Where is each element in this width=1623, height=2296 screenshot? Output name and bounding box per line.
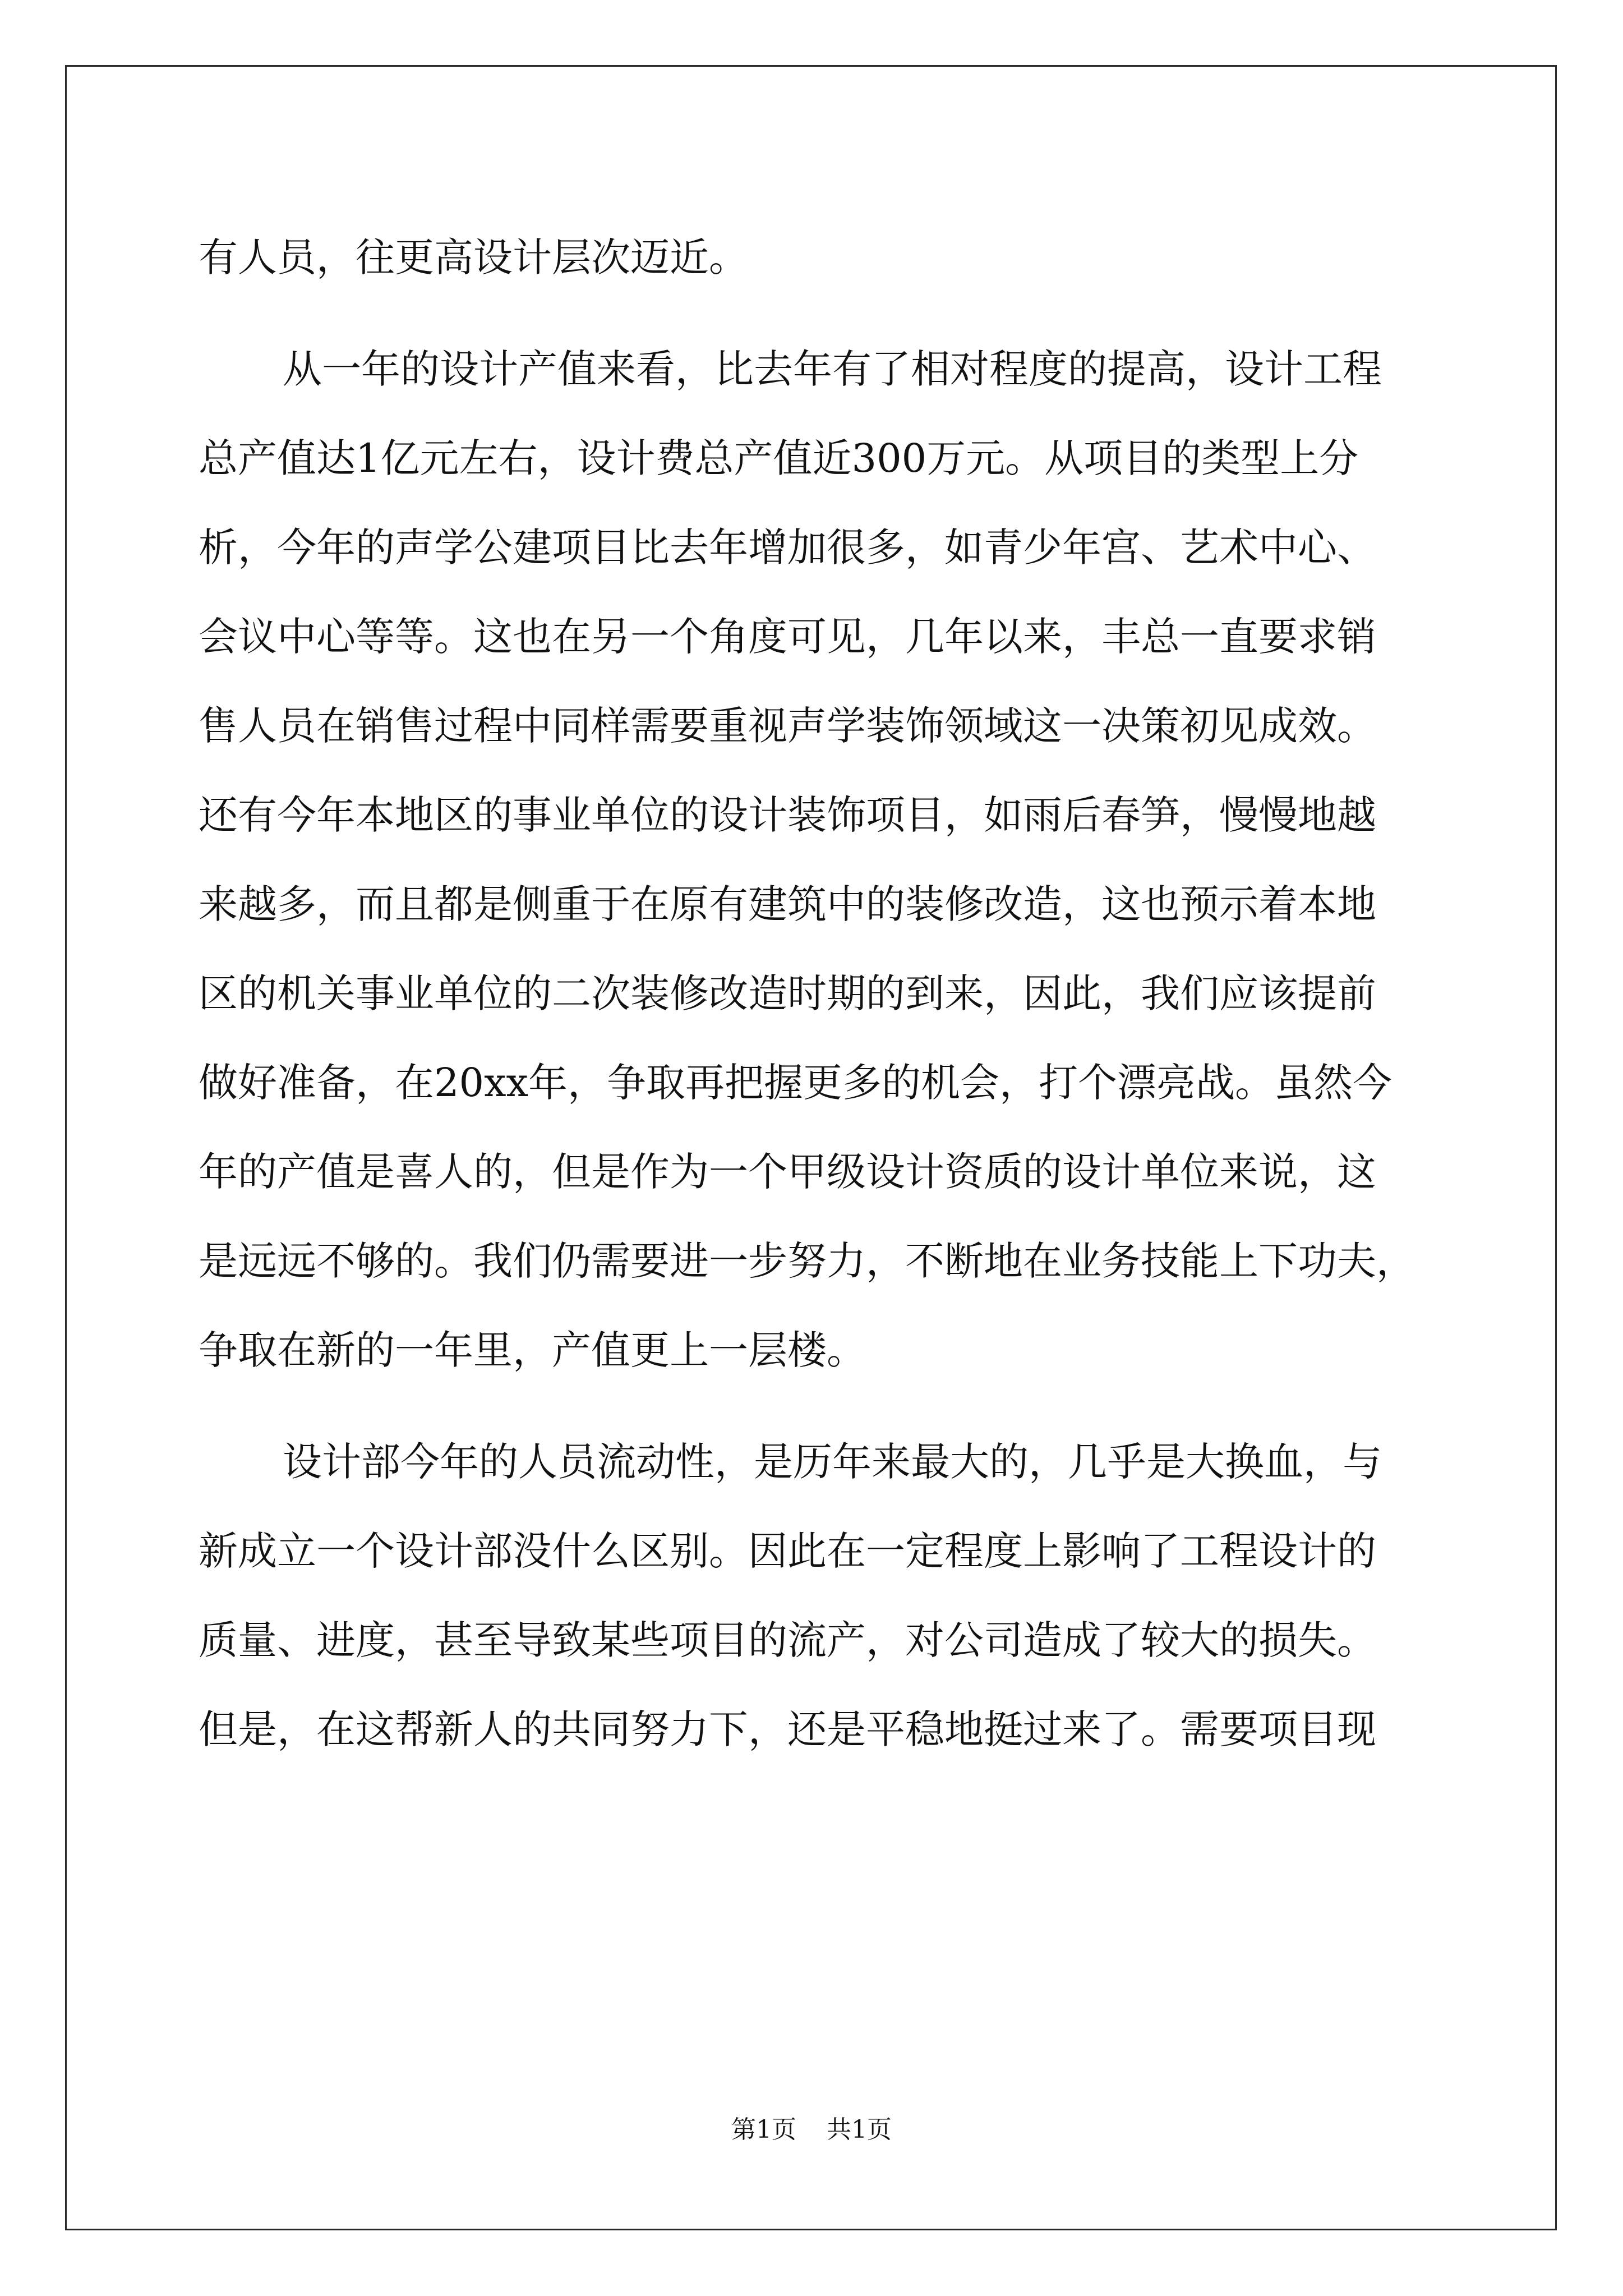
text-line: 是远远不够的。我们仍需要进一步努力，不断地在业务技能上下功夫，	[199, 1238, 1415, 1284]
text-line: 但是，在这帮新人的共同努力下，还是平稳地挺过来了。需要项目现	[199, 1706, 1376, 1752]
text-line: 从一年的设计产值来看，比去年有了相对程度的提高，设计工程	[283, 346, 1382, 392]
text-line: 设计部今年的人员流动性，是历年来最大的，几乎是大换血，与	[283, 1439, 1382, 1485]
paragraph-3	[199, 1418, 1432, 1774]
text-line: 还有今年本地区的事业单位的设计装饰项目，如雨后春笋，慢慢地越	[199, 792, 1376, 838]
text-line: 做好准备，在20xx年，争取再把握更多的机会，打个漂亮战。虽然今	[199, 1060, 1393, 1106]
text-line: 会议中心等等。这也在另一个角度可见，几年以来，丰总一直要求销	[199, 614, 1376, 660]
paragraph-1	[199, 213, 1432, 302]
text-line: 析，今年的声学公建项目比去年增加很多，如青少年宫、艺术中心、	[199, 524, 1376, 570]
text-line: 质量、进度，甚至导致某些项目的流产，对公司造成了较大的损失。	[199, 1617, 1376, 1663]
paragraph-2	[199, 325, 1432, 1395]
total-pages: 共1页	[827, 2115, 892, 2144]
text-line: 年的产值是喜人的，但是作为一个甲级设计资质的设计单位来说，这	[199, 1149, 1376, 1195]
text-line: 售人员在销售过程中同样需要重视声学装饰领域这一决策初见成效。	[199, 703, 1376, 749]
page-footer	[0, 2109, 1623, 2145]
document-body	[199, 213, 1432, 1774]
text-line: 新成立一个设计部没什么区别。因此在一定程度上影响了工程设计的	[199, 1528, 1376, 1574]
text-line: 争取在新的一年里，产值更上一层楼。	[199, 1327, 866, 1373]
page-number: 第1页	[731, 2115, 796, 2144]
text-line: 区的机关事业单位的二次装修改造时期的到来，因此，我们应该提前	[199, 970, 1376, 1016]
text-line: 有人员，往更高设计层次迈近。	[199, 234, 748, 280]
text-line: 总产值达1亿元左右，设计费总产值近300万元。从项目的类型上分	[199, 435, 1359, 481]
text-line: 来越多，而且都是侧重于在原有建筑中的装修改造，这也预示着本地	[199, 881, 1376, 927]
